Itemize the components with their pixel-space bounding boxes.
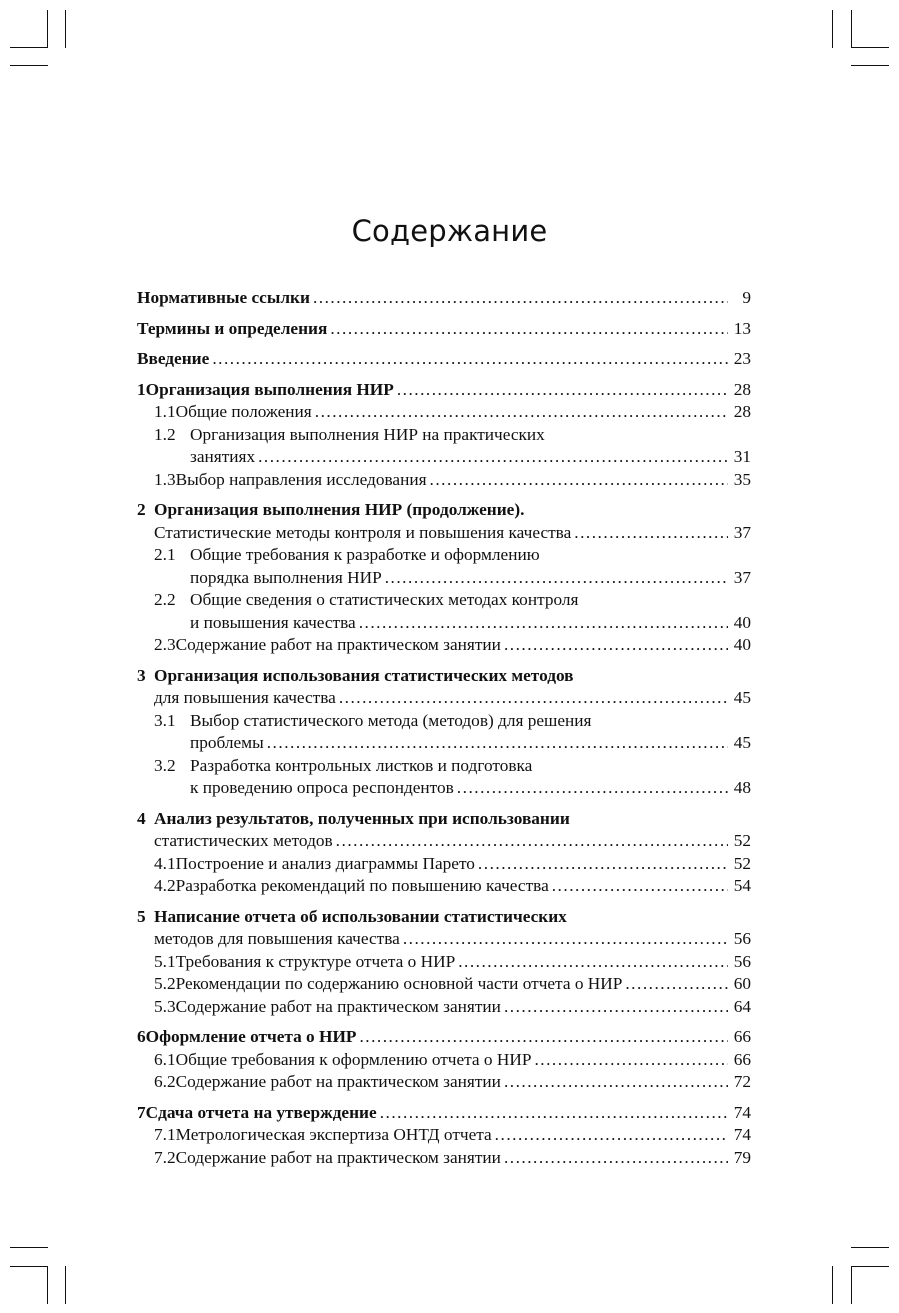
- toc-page-number: 37: [733, 567, 751, 587]
- toc-chapter-entry[interactable]: [137, 928, 751, 951]
- toc-leader-dots: [359, 612, 728, 635]
- toc-entry-number: 2.1: [154, 545, 176, 564]
- toc-leader-dots: [385, 567, 728, 590]
- toc-chapter-entry[interactable]: [137, 687, 751, 710]
- toc-section-entry[interactable]: [137, 612, 751, 635]
- toc-entry-number: 1.2: [154, 424, 176, 444]
- toc-entry-number: 1: [137, 379, 146, 399]
- toc-section-entry[interactable]: [137, 1147, 751, 1170]
- toc-page-number: 64: [733, 996, 751, 1016]
- crop-mark: [832, 10, 833, 48]
- crop-mark: [65, 1266, 66, 1304]
- toc-section-entry[interactable]: [137, 544, 751, 567]
- toc-entry-title: Содержание работ на практическом занятии: [175, 1147, 501, 1167]
- toc-leader-dots: [359, 1026, 728, 1049]
- crop-mark: [47, 10, 48, 48]
- toc-chapter-entry[interactable]: [137, 1102, 751, 1125]
- toc-leader-dots: [504, 996, 728, 1019]
- toc-chapter-entry[interactable]: [137, 287, 751, 310]
- toc-section-entry[interactable]: [137, 710, 751, 733]
- toc-chapter: [137, 379, 751, 492]
- toc-chapter-entry[interactable]: [137, 808, 751, 831]
- toc-entry-title: Содержание работ на практическом занятии: [175, 996, 501, 1016]
- toc-entry-number: 5.3: [154, 996, 176, 1016]
- toc-entry-number: 3.1: [154, 710, 176, 730]
- toc-entry-title: порядка выполнения НИР: [190, 567, 382, 587]
- toc-entry-number: 5: [137, 906, 146, 926]
- toc-leader-dots: [574, 522, 728, 545]
- toc-chapter: [137, 1026, 751, 1094]
- toc-page-number: 54: [733, 876, 751, 895]
- toc-entry-title: Требования к структуре отчета о НИР: [175, 951, 456, 971]
- toc-entry-number: 7.2: [154, 1147, 176, 1167]
- toc-entry-number: 4: [137, 808, 146, 828]
- toc-entry-title: Сдача отчета на утверждение: [145, 1102, 377, 1122]
- toc-page-number: 31: [733, 447, 751, 466]
- toc-section-entry[interactable]: [137, 777, 751, 800]
- toc-entry-title: Анализ результатов, полученных при использовании: [154, 808, 570, 828]
- toc-entry-number: 7: [137, 1102, 146, 1122]
- toc-leader-dots: [504, 634, 728, 657]
- toc-entry-title: Введение: [137, 349, 210, 368]
- toc-entry-title: занятиях: [190, 447, 256, 466]
- toc-page-number: 45: [733, 688, 751, 707]
- crop-mark: [65, 10, 66, 48]
- toc-page-number: 40: [733, 612, 751, 632]
- toc-leader-dots: [478, 853, 728, 876]
- toc-leader-dots: [495, 1124, 728, 1147]
- toc-entry-title: Термины и определения: [137, 318, 328, 338]
- toc-leader-dots: [430, 469, 728, 492]
- toc-leader-dots: [457, 777, 728, 800]
- toc-entry-title: Статистические методы контроля и повышения качества: [154, 522, 572, 542]
- crop-mark: [832, 1266, 833, 1304]
- toc-section-entry[interactable]: [137, 1071, 751, 1094]
- toc-page-number: 52: [733, 831, 751, 850]
- toc-entry-number: 1.1: [154, 402, 176, 421]
- crop-mark: [851, 1266, 852, 1304]
- toc-entry-title: Организация выполнения НИР на практических: [190, 424, 545, 444]
- toc-chapter: [137, 287, 751, 310]
- toc-leader-dots: [534, 1049, 728, 1072]
- toc-page-number: 28: [733, 379, 751, 399]
- toc-page-number: 13: [733, 318, 751, 338]
- toc-chapter: [137, 1102, 751, 1170]
- toc-leader-dots: [336, 830, 728, 853]
- toc-entry-title: Организация выполнения НИР (продолжение).: [154, 500, 525, 519]
- crop-mark: [851, 10, 852, 48]
- crop-mark: [10, 65, 48, 66]
- toc-entry-number: 4.2: [154, 876, 176, 895]
- crop-mark: [851, 65, 889, 66]
- toc-entry-title: для повышения качества: [154, 688, 336, 707]
- toc-leader-dots: [504, 1071, 728, 1094]
- toc-entry-title: Выбор направления исследования: [175, 469, 427, 489]
- toc-entry-title: Нормативные ссылки: [137, 288, 310, 307]
- toc-page-number: 9: [742, 288, 751, 307]
- toc-page-number: 74: [733, 1102, 751, 1122]
- toc-page-number: 52: [733, 853, 751, 873]
- toc-entry-title: Оформление отчета о НИР: [145, 1027, 357, 1046]
- toc-entry-title: Разработка контрольных листков и подготовка: [190, 755, 533, 775]
- toc-page-number: 56: [733, 951, 751, 971]
- toc-chapter-entry[interactable]: [137, 906, 751, 929]
- toc-chapter-entry[interactable]: [137, 348, 751, 371]
- toc-entry-title: Общие требования к оформлению отчета о НИР: [175, 1049, 532, 1069]
- toc-entry-title: Разработка рекомендаций по повышению качества: [175, 876, 549, 895]
- toc-entry-title: Организация выполнения НИР: [145, 379, 394, 399]
- toc-leader-dots: [504, 1147, 728, 1170]
- toc-entry-number: 2.2: [154, 590, 176, 609]
- toc-entry-number: 5.2: [154, 974, 176, 993]
- toc-section-entry[interactable]: [137, 567, 751, 590]
- toc-entry-number: 7.1: [154, 1125, 176, 1144]
- crop-mark: [851, 47, 889, 48]
- toc-entry-title: проблемы: [190, 733, 264, 752]
- toc-entry-title: Построение и анализ диаграммы Парето: [175, 853, 475, 873]
- toc-entry-title: Выбор статистического метода (методов) для решения: [190, 710, 592, 730]
- toc-page-number: 56: [733, 929, 751, 948]
- toc-leader-dots: [330, 318, 728, 341]
- toc-leader-dots: [625, 973, 728, 996]
- toc-entry-number: 4.1: [154, 853, 176, 873]
- toc-chapter: [137, 808, 751, 898]
- toc-section-entry[interactable]: [137, 875, 751, 898]
- toc-page-number: 72: [733, 1072, 751, 1091]
- toc-entry-title: Метрологическая экспертиза ОНТД отчета: [175, 1125, 492, 1144]
- toc-leader-dots: [403, 928, 728, 951]
- toc-section-entry[interactable]: [137, 996, 751, 1019]
- toc-leader-dots: [339, 687, 728, 710]
- toc-section-entry[interactable]: [137, 755, 751, 778]
- toc-page-number: 28: [733, 402, 751, 421]
- toc-entry-number: 3.2: [154, 755, 176, 775]
- toc-section-entry[interactable]: [137, 446, 751, 469]
- toc-entry-title: статистических методов: [154, 831, 333, 850]
- toc-section-entry[interactable]: [137, 1049, 751, 1072]
- toc-page-number: 40: [733, 635, 751, 654]
- toc-chapter-entry[interactable]: [137, 499, 751, 522]
- toc-entry-title: Общие сведения о статистических методах контроля: [190, 590, 579, 609]
- page-title: Содержание: [351, 214, 548, 248]
- toc-section-entry[interactable]: [137, 732, 751, 755]
- toc-page-number: 79: [733, 1147, 751, 1167]
- toc-entry-number: 6: [137, 1027, 146, 1046]
- crop-mark: [851, 1266, 889, 1267]
- toc-chapter: [137, 348, 751, 371]
- toc-page-number: 45: [733, 733, 751, 752]
- toc-entry-number: 5.1: [154, 951, 176, 971]
- toc-chapter-entry[interactable]: [137, 318, 751, 341]
- toc-page-number: 35: [733, 469, 751, 489]
- toc-section-entry[interactable]: [137, 401, 751, 424]
- toc-chapter-entry[interactable]: [137, 1026, 751, 1049]
- crop-mark: [10, 1247, 48, 1248]
- toc-entry-title: Общие требования к разработке и оформлению: [190, 545, 540, 564]
- toc-leader-dots: [397, 379, 728, 402]
- toc-entry-title: методов для повышения качества: [154, 929, 400, 948]
- toc-section-entry[interactable]: [137, 634, 751, 657]
- toc-leader-dots: [315, 401, 728, 424]
- toc-chapter-entry[interactable]: [137, 522, 751, 545]
- toc-entry-title: и повышения качества: [190, 612, 356, 632]
- toc-entry-number: 3: [137, 665, 146, 685]
- crop-mark: [10, 47, 48, 48]
- crop-mark: [851, 1247, 889, 1248]
- toc-page-number: 60: [733, 974, 751, 993]
- toc-leader-dots: [267, 732, 728, 755]
- toc-entry-number: 6.1: [154, 1049, 176, 1069]
- toc-page-number: 66: [733, 1049, 751, 1069]
- toc-entry-title: к проведению опроса респондентов: [190, 778, 454, 797]
- toc-page-number: 74: [733, 1125, 751, 1144]
- toc-leader-dots: [212, 348, 728, 371]
- toc-entry-title: Содержание работ на практическом занятии: [175, 635, 501, 654]
- toc-entry-number: 2: [137, 500, 146, 519]
- toc-entry-title: Содержание работ на практическом занятии: [175, 1072, 501, 1091]
- toc-entry-title: Организация использования статистических методов: [154, 665, 574, 685]
- toc-chapter: [137, 665, 751, 800]
- toc-leader-dots: [552, 875, 728, 898]
- toc-chapter-entry[interactable]: [137, 830, 751, 853]
- toc-page-number: 66: [733, 1027, 751, 1046]
- crop-mark: [47, 1266, 48, 1304]
- toc-leader-dots: [313, 287, 728, 310]
- toc-section-entry[interactable]: [137, 589, 751, 612]
- toc-entry-title: Рекомендации по содержанию основной части отчета о НИР: [175, 974, 623, 993]
- toc-section-entry[interactable]: [137, 951, 751, 974]
- toc-section-entry[interactable]: [137, 1124, 751, 1147]
- toc-page-number: 23: [733, 349, 751, 368]
- toc-chapter: [137, 318, 751, 341]
- toc-entry-number: 1.3: [154, 469, 176, 489]
- toc-page-number: 48: [733, 778, 751, 797]
- toc-chapter: [137, 906, 751, 1019]
- crop-mark: [10, 1266, 48, 1267]
- toc-section-entry[interactable]: [137, 853, 751, 876]
- toc-entry-title: Написание отчета об использовании статистических: [154, 906, 567, 926]
- toc-leader-dots: [380, 1102, 728, 1125]
- toc-chapter-entry[interactable]: [137, 665, 751, 688]
- toc-chapter: [137, 499, 751, 657]
- toc-page-number: 37: [733, 522, 751, 542]
- toc-entry-number: 2.3: [154, 635, 176, 654]
- toc-section-entry[interactable]: [137, 469, 751, 492]
- toc-leader-dots: [458, 951, 728, 974]
- toc-section-entry[interactable]: [137, 424, 751, 447]
- table-of-contents: [137, 287, 751, 1177]
- toc-entry-title: Общие положения: [175, 402, 312, 421]
- toc-section-entry[interactable]: [137, 973, 751, 996]
- toc-entry-number: 6.2: [154, 1072, 176, 1091]
- toc-leader-dots: [258, 446, 728, 469]
- toc-chapter-entry[interactable]: [137, 379, 751, 402]
